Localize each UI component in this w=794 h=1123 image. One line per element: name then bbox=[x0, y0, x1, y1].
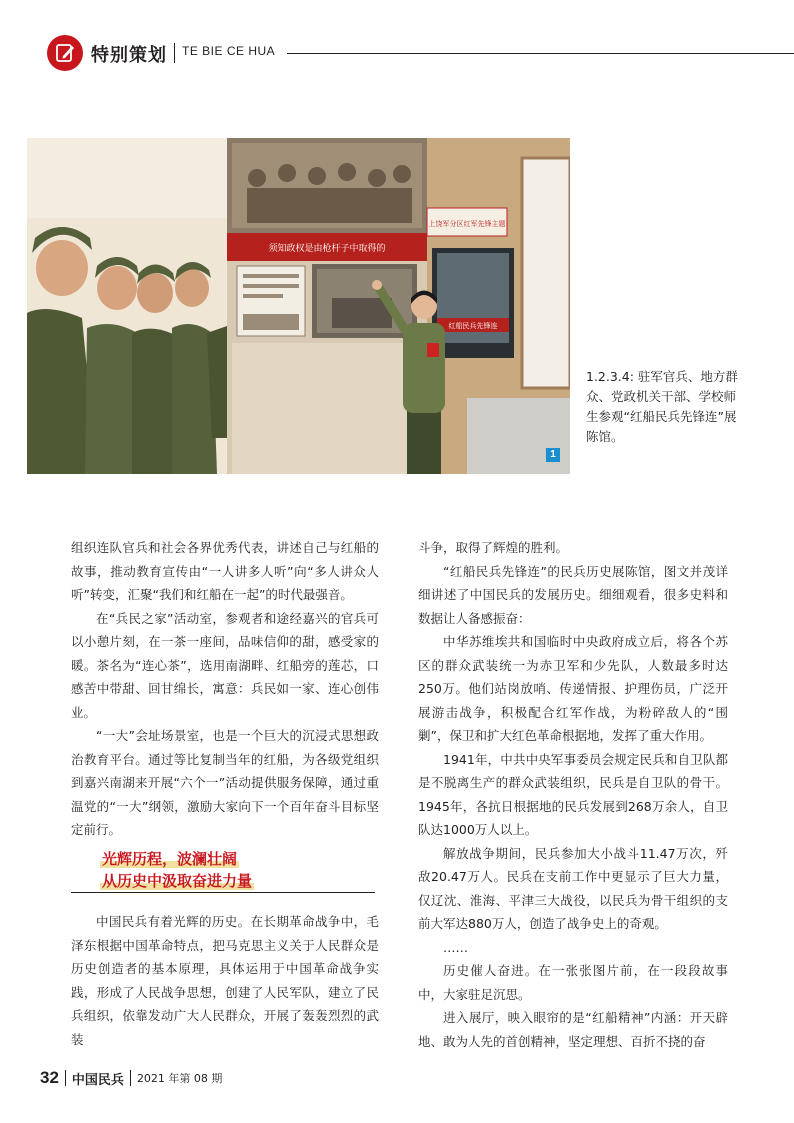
section-pinyin: TE BIE CE HUA bbox=[182, 44, 276, 58]
page-footer bbox=[40, 1066, 222, 1090]
caption-text: 1.2.3.4: 驻军官兵、地方群众、党政机关干部、学校师生参观“红船民兵先锋连”展陈馆。 bbox=[586, 369, 738, 444]
paragraph: 中国民兵有着光辉的历史。在长期革命战争中，毛泽东根据中国革命特点，把马克思主义关于人民群众是历史创造者的基本原理，具体运用于中国革命战争实践，形成了人民战争思想，创建了人民军队，建立了民兵组织，依靠发动广大人民群众，开展了轰轰烈烈的武装 bbox=[71, 914, 379, 1047]
section-rule bbox=[71, 892, 375, 893]
section-heading bbox=[100, 848, 380, 892]
paragraph: 解放战争期间，民兵参加大小战斗11.47万次，歼敌20.47万人。民兵在支前工作中更显示了巨大力量，仅辽沈、淮海、平津三大战役，以民兵为骨干组织的支前大军达880万人，创造了战争史上的奇观。 bbox=[418, 845, 728, 931]
section-header bbox=[47, 33, 794, 73]
left-column bbox=[71, 536, 379, 842]
issue-number: 2021 年第 08 期 bbox=[136, 1072, 223, 1085]
left-column-continued bbox=[71, 910, 379, 1051]
paragraph: 在“兵民之家”活动室，参观者和途经嘉兴的官兵可以小憩片刻，在一茶一座间，品味信仰的甜，感受家的暖。茶名为“连心茶”，选用南湖畔、红船旁的莲芯，口感苦中带甜、回甘绵长，寓意：兵民如一家、连心创伟业。 bbox=[71, 610, 379, 720]
paragraph: 组织连队官兵和社会各界优秀代表，讲述自己与红船的故事，推动教育宣传由“一人讲多人听”向“多人讲众人听”转变，汇聚“我们和红船在一起”的时代最强音。 bbox=[71, 540, 379, 602]
paragraph: 进入展厅，映入眼帘的是“红船精神”内涵：开天辟地、敢为人先的首创精神，坚定理想、百折不挠的奋 bbox=[418, 1010, 728, 1049]
right-banner-text: 上饶军分区红军先锋主题 bbox=[428, 220, 506, 228]
photo-number-badge: 1 bbox=[546, 448, 560, 462]
section-heading-line1: 光辉历程，波澜壮阔 bbox=[102, 850, 238, 868]
magazine-name: 中国民兵 bbox=[71, 1072, 124, 1088]
paragraph: 中华苏维埃共和国临时中央政府成立后，将各个苏区的群众武装统一为赤卫军和少先队，人数最多时达250万。他们站岗放哨、传递情报、护理伤员，广泛开展游击战争，积极配合红军作战，为粉碎敌人的“围剿”，保卫和扩大红色革命根据地，发挥了重大作用。 bbox=[418, 634, 728, 743]
photo-caption bbox=[586, 367, 746, 447]
section-heading-line2: 从历史中汲取奋进力量 bbox=[102, 872, 253, 890]
paragraph: 1941年，中共中央军事委员会规定民兵和自卫队都是不脱离生产的群众武装组织，民兵是自卫队的骨干。1945年，各抗日根据地的民兵发展到268万余人，自卫队达1000万人以上。 bbox=[418, 751, 728, 837]
paragraph: 斗争，取得了辉煌的胜利。 bbox=[418, 540, 569, 555]
paragraph: “红船民兵先锋连”的民兵历史展陈馆，图文并茂详细讲述了中国民兵的发展历史。细细观看，很多史料和数据让人备感振奋： bbox=[418, 563, 728, 626]
section-title: 特别策划 bbox=[91, 45, 167, 66]
page-number: 32 bbox=[40, 1068, 59, 1087]
panel-banner-text: 须知政权是由枪杆子中取得的 bbox=[268, 244, 386, 254]
soldiers-group bbox=[27, 227, 227, 474]
screen-label-text: 红船民兵先锋连 bbox=[448, 322, 498, 330]
pencil-edit-icon bbox=[47, 35, 83, 71]
footer-divider bbox=[130, 1070, 131, 1086]
paragraph: “一大”会址场景室，也是一个巨大的沉浸式思想政治教育平台。通过等比复制当年的红船，为各级党组织到嘉兴南湖来开展“六个一”活动提供服务保障，通过重温党的“一大”纲领，激励大家向下一个百年奋斗目标坚定前行。 bbox=[71, 728, 379, 837]
header-divider bbox=[174, 43, 175, 63]
footer-divider bbox=[65, 1070, 66, 1086]
paragraph: 历史催人奋进。在一张张图片前，在一段段故事中，大家驻足沉思。 bbox=[418, 963, 728, 1002]
exhibition-photo bbox=[27, 138, 570, 474]
right-column bbox=[418, 536, 728, 1053]
paragraph-ellipsis: …… bbox=[443, 939, 468, 955]
header-rule bbox=[287, 53, 794, 54]
